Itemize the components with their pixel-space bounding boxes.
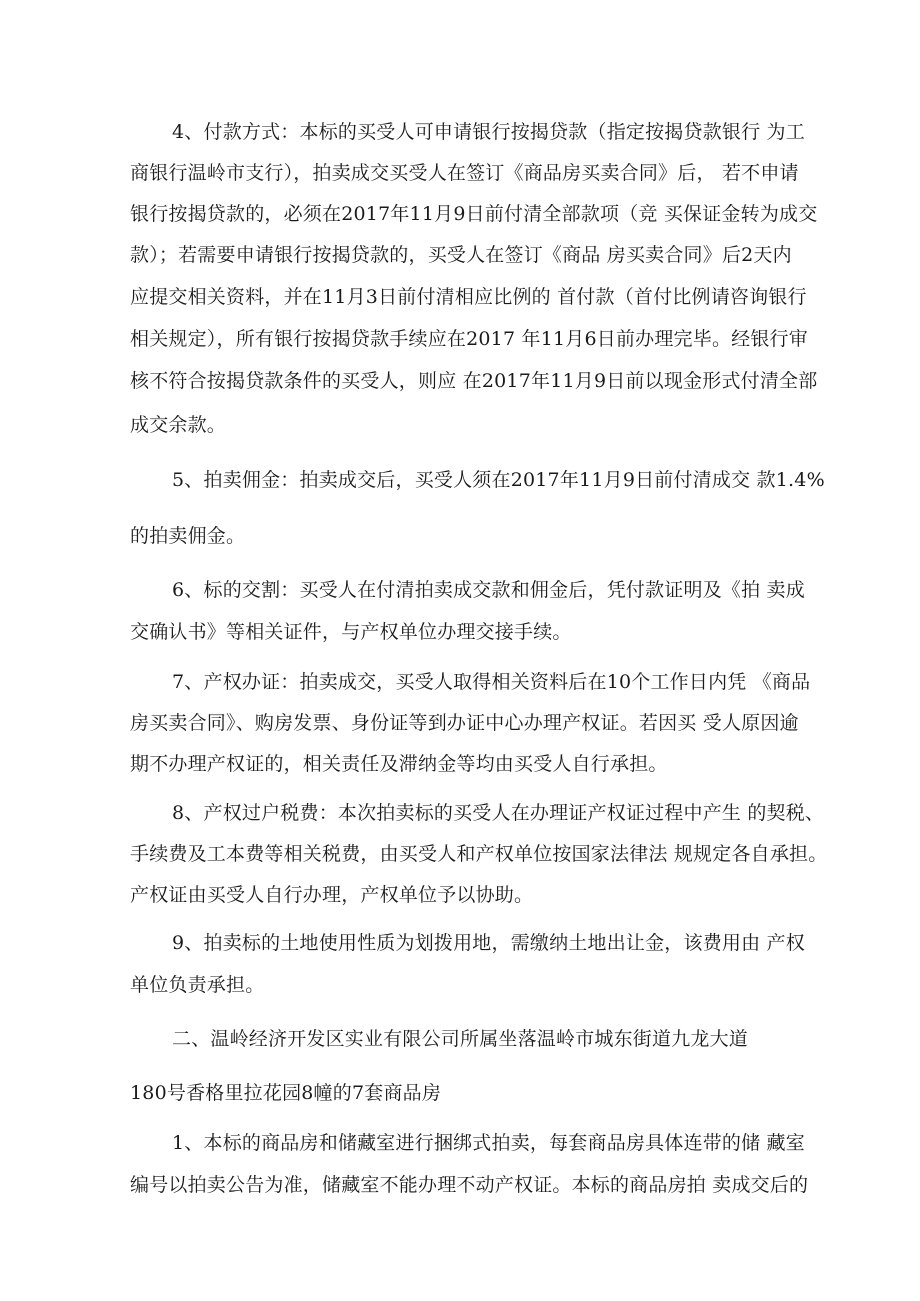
- text-line: 核不符合按揭贷款条件的买受人，则应 在2017年11月9日前以现金形式付清全部: [130, 370, 818, 392]
- section-heading: 二、温岭经济开发区实业有限公司所属坐落温岭市城东街道九龙大道: [172, 1028, 749, 1050]
- text-line: 相关规定），所有银行按揭贷款手续应在2017 年11月6日前办理完毕。经银行审: [130, 328, 808, 350]
- text-line: 应提交相关资料，并在11月3日前付清相应比例的 首付款（首付比例请咨询银行: [130, 286, 807, 308]
- text-line: 1、本标的商品房和储藏室进行捆绑式拍卖，每套商品房具体连带的储 藏室: [172, 1132, 805, 1154]
- text-line: 4、付款方式：本标的买受人可申请银行按揭贷款（指定按揭贷款银行 为工: [172, 121, 805, 143]
- text-line: 7、产权办证：拍卖成交，买受人取得相关资料后在10个工作日内凭 《商品: [172, 671, 811, 693]
- text-line: 5、拍卖佣金：拍卖成交后，买受人须在2017年11月9日前付清成交 款1.4%: [172, 469, 825, 491]
- text-line: 单位负责承担。: [130, 974, 265, 996]
- text-line: 的拍卖佣金。: [130, 525, 246, 547]
- text-line: 款）；若需要申请银行按揭贷款的，买受人在签订《商品 房买卖合同》后2天内: [130, 244, 792, 266]
- text-line: 期不办理产权证的，相关责任及滞纳金等均由买受人自行承担。: [130, 753, 668, 775]
- text-line: 6、标的交割：买受人在付清拍卖成交款和佣金后，凭付款证明及《拍 卖成: [172, 579, 805, 601]
- text-line: 成交余款。: [130, 414, 227, 436]
- text-line: 产权证由买受人自行办理，产权单位予以协助。: [130, 884, 534, 906]
- section-heading: 180号香格里拉花园8幢的7套商品房: [130, 1082, 442, 1104]
- text-line: 交确认书》等相关证件，与产权单位办理交接手续。: [130, 621, 572, 643]
- text-line: 房买卖合同》、购房发票、身份证等到办证中心办理产权证。若因买 受人原因逾: [130, 712, 799, 734]
- text-line: 编号以拍卖公告为准，储藏室不能办理不动产权证。本标的商品房拍 卖成交后的: [130, 1174, 809, 1196]
- text-line: 9、拍卖标的土地使用性质为划拨用地，需缴纳土地出让金，该费用由 产权: [172, 932, 805, 954]
- text-line: 商银行温岭市支行），拍卖成交买受人在签订《商品房买卖合同》后， 若不申请: [130, 162, 799, 184]
- text-line: 8、产权过户税费：本次拍卖标的买受人在办理证产权证过程中产生 的契税、: [172, 802, 825, 824]
- text-line: 银行按揭贷款的，必须在2017年11月9日前付清全部款项（竞 买保证金转为成交: [130, 203, 818, 225]
- text-line: 手续费及工本费等相关税费，由买受人和产权单位按国家法律法 规规定各自承担。: [130, 843, 828, 865]
